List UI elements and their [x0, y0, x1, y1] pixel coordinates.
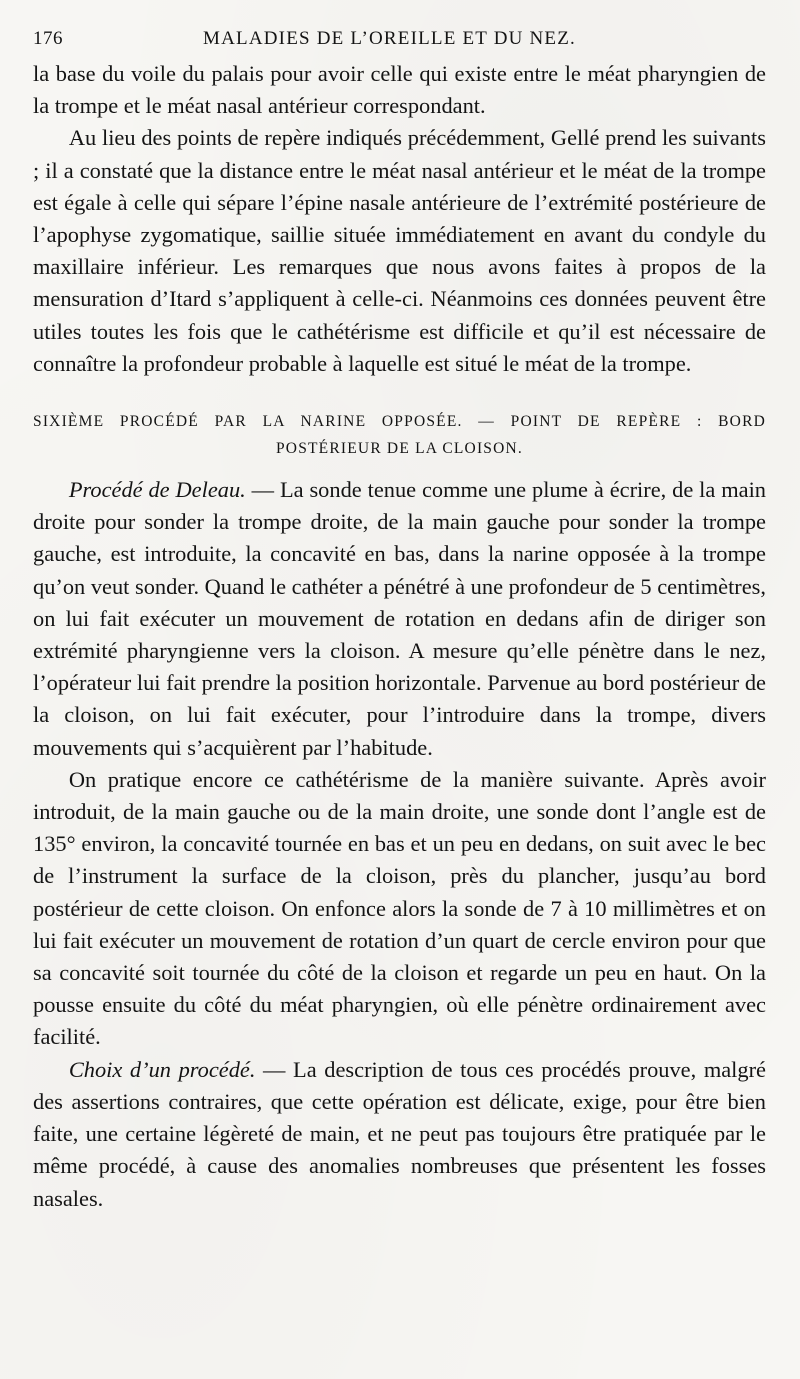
paragraph-deleau-text: — La sonde tenue comme une plume à écrire, de la main droite pour sonder la trompe droite, de la main gauche pour sonder la trompe gauche, est introduite, la concavité en bas, dans la narine opposée à la trompe qu’on veut sonder. Quand le cathéter a pénétré à une profondeur de 5 centimètres, on lui fait exécuter un mouvement de rotation en dedans afin de diriger son extrémité pharyngienne vers la cloison. A mesure qu’elle pénètre dans le nez, l’opérateur lui fait prendre la position horizontale. Parvenue au bord postérieur de la cloison, on lui fait exécuter, pour l’introduire dans la trompe, divers mouvements qui s’acquièrent par l’habitude.	[33, 477, 766, 760]
running-title: MALADIES DE L’OREILLE ET DU NEZ.	[203, 28, 576, 49]
page-body	[33, 58, 766, 1215]
paragraph-continuation: la base du voile du palais pour avoir celle qui existe entre le méat pharyngien de la trompe et le méat nasal antérieur correspondant.	[33, 61, 766, 119]
paragraph-choice-text: — La description de tous ces procédés prouve, malgré des assertions contraires, que cette opération est délicate, exige, pour être bien faite, une certaine légèreté de main, et ne peut pas toujours être pratiquée par le même procédé, à cause des anomalies nombreuses que présentent les fosses nasales.	[33, 1056, 766, 1211]
section-heading-line-2: POSTÉRIEUR DE LA CLOISON.	[275, 440, 523, 458]
paragraph-alternative-method: On pratique encore ce cathétérisme de la manière suivante. Après avoir introduit, de la main gauche ou de la main droite, une sonde dont l’angle est de 135° environ, la concavité tournée en bas et un peu en dedans, on suit avec le bec de l’instrument la surface de la cloison, près du plancher, jusqu’au bord postérieur de cette cloison. On enfonce alors la sonde de 7 à 10 millimètres et on lui fait exécuter un mouvement de rotation d’un quart de cercle environ pour que sa concavité soit tournée du côté de la cloison et regarde un peu en haut. On la pousse ensuite du côté du méat pharyngien, où elle pénètre ordinairement avec facilité.	[33, 766, 766, 1050]
run-in-heading-choice: Choix d’un procédé.	[68, 1056, 256, 1082]
page-number: 176	[33, 28, 63, 49]
section-heading	[33, 408, 766, 462]
paragraph-gelle: Au lieu des points de repère indiqués précédemment, Gellé prend les suivants ; il a constaté que la distance entre le méat nasal antérieur et le méat de la trompe est égale à celle qui sépare l’épine nasale antérieure de l’extrémité postérieure de l’apophyse zygomatique, saillie située immédiatement en avant du condyle du maxillaire inférieur. Les remarques que nous avons faites à propos de la mensuration d’Itard s’appliquent à celle-ci. Néanmoins ces données peuvent être utiles toutes les fois que le cathétérisme est difficile et qu’il est nécessaire de connaître la profondeur probable à laquelle est situé le méat de la trompe.	[33, 125, 766, 376]
running-head	[33, 22, 766, 58]
run-in-heading-deleau: Procédé de Deleau.	[68, 477, 246, 503]
paragraph-choice	[33, 1054, 766, 1215]
paragraph-deleau	[33, 474, 766, 764]
section-heading-line-1: SIXIÈME PROCÉDÉ PAR LA NARINE OPPOSÉE. — POINT DE REPÈRE : BORD	[33, 413, 766, 431]
